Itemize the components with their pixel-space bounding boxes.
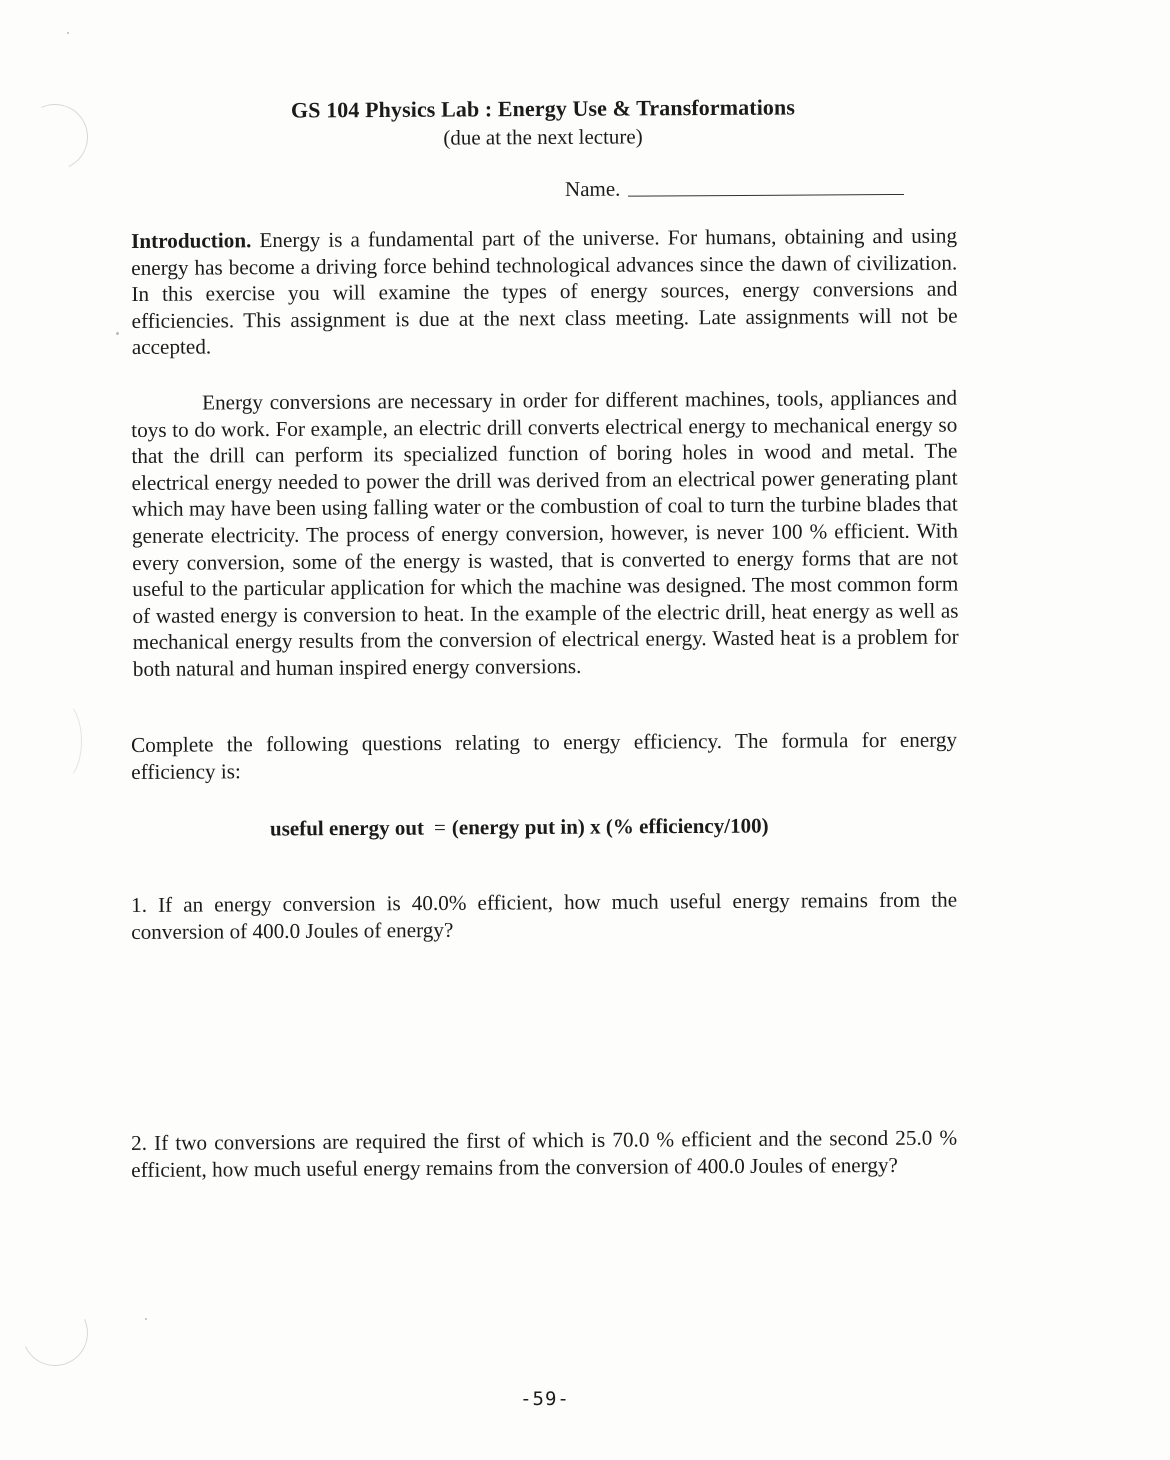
formula-equals: = bbox=[433, 815, 446, 840]
energy-conversion-paragraph: Energy conversions are necessary in order for different machines, tools, appliances and toys to do work. For example, an electric drill converts electrical energy to mechanical energy so that the drill can perform its specialized function of boring holes in wood and metal. The electrical energy needed to power the drill was derived from an electrical power generating plant which may have been using falling water or the combustion of coal to turn the turbine blades that generate electricity. The process of energy conversion, however, is never 100 % efficient. With every conversion, some of the energy is wasted, that is converted to energy forms that are not useful to the particular application for which the machine was designed. The most common form of wasted energy is conversion to heat. In the example of the electric drill, heat energy as well as mechanical energy results from the conversion of electrical energy. Wasted heat is a problem for both natural and human inspired energy conversions. bbox=[131, 385, 959, 681]
introduction-heading: Introduction. bbox=[131, 228, 252, 253]
introduction-text: Energy is a fundamental part of the universe. For humans, obtaining and using energy has become a driving force behind technological advances since the dawn of civilization. In this exercise you will examine the types of energy sources, energy conversions and efficiencies. This assignment is due at the next class meeting. Late assignments will not be accepted. bbox=[131, 223, 958, 360]
document-subtitle: (due at the next lecture) bbox=[443, 124, 643, 150]
page-number: -59- bbox=[520, 1388, 570, 1410]
scan-speck bbox=[67, 32, 69, 34]
instructions-paragraph: Complete the following questions relating to energy efficiency. The formula for energy efficiency is: bbox=[131, 727, 958, 784]
document-title: GS 104 Physics Lab : Energy Use & Transformations bbox=[290, 94, 796, 123]
question-1: 1. If an energy conversion is 40.0% efficient, how much useful energy remains from the conversion of 400.0 Joules of energy? bbox=[131, 887, 958, 944]
punch-hole-bottom bbox=[13, 1291, 98, 1376]
formula-left: useful energy out bbox=[269, 815, 425, 841]
question-2: 2. If two conversions are required the first of which is 70.0 % efficient and the second 25.0 % efficient, how much useful energy remains from the conversion of 400.0 Joules of energy? bbox=[131, 1125, 958, 1182]
scan-speck bbox=[145, 1318, 147, 1320]
scan-speck bbox=[116, 332, 119, 335]
introduction-paragraph bbox=[131, 223, 958, 361]
name-blank-line[interactable] bbox=[628, 194, 904, 197]
name-field bbox=[565, 175, 905, 202]
efficiency-formula bbox=[270, 813, 769, 841]
name-label: Name. bbox=[564, 176, 621, 202]
punch-hole-middle bbox=[40, 700, 82, 782]
formula-right: (energy put in) x (% efficiency/100) bbox=[451, 813, 769, 840]
